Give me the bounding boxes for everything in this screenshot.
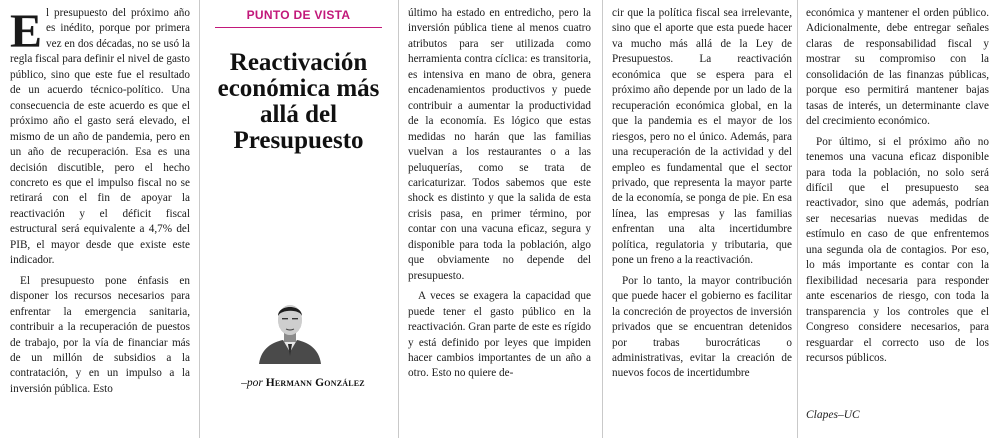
headline: Reactivación económica más allá del Presupuesto [217,49,380,155]
paragraph: Por lo tanto, la mayor contribución que puede hacer el gobierno es facilitar la concreción de proyectos de inversión privados que se encuentran detenidos por trabas burocráticas o administrativas, evitar la creación de nuevos focos de incertidumbre [612,274,792,380]
article-column-4 [612,6,792,382]
paragraph: cir que la política fiscal sea irrelevante, sino que el aporte que esta puede hacer va mucho más allá de la Ley de Presupuestos. La reactivación económica que se espera para el próximo año depende por un lado de la recuperación económica global, en la que la pandemia es el mayor de los riesgos, pero no el único. Además, para una recuperación de la actividad y del empleo es fundamental que el sector privado, que representa la mayor parte de la economía, se ponga de pie. En esa línea, las empresas y las familias enfrentan una alta incertidumbre política, regulatoria y tributaria, que pone un freno a la reactivación. [612,7,792,267]
paragraph-text: l presupuesto del próximo año es inédito, porque por primera vez en dos décadas, no se usó la regla fiscal para definir el nivel de gasto público, sino que este fue el resultado de un acuerdo técnico-político. Una consecuencia de este acuerdo es que el próximo año el gasto será elevado, el mismo de un año de pandemia, pero en un año de recuperación. Esa es una decisión discutible, pero el hecho concreto es que el impulso fiscal no se retirará con el fin de apoyar la reactivación y el déficit fiscal estructural será equivalente a 4,7% del PIB, el mayor desde que existe este indicador. [10,7,190,267]
section-kicker: PUNTO DE VISTA [215,8,382,28]
column-rule [398,0,399,438]
author-portrait [253,298,327,364]
article-column-3 [408,6,591,382]
column-rule [797,0,798,438]
byline-prefix: –por [241,377,263,389]
paragraph: El presupuesto pone énfasis en disponer los recursos necesarios para enfrentar la emergencia sanitaria, contribuir a la recuperación de puestos de trabajo, por la vía de financiar más de un millón de subsidios a la contratación, y en un impulso a la inversión pública. Esto [10,274,190,395]
author-name: Hermann González [265,377,365,389]
dropcap: E [10,5,43,58]
paragraph: A veces se exagera la capacidad que puede tener el gasto público en la reactivación. Gran parte de este es rígido y está definido por leyes que impiden hacer cambios importantes de un año a otro. Esto no quiere de- [408,290,591,380]
headline-column [209,8,388,154]
paragraph: económica y mantener el orden público. Adicionalmente, debe entregar señales claras de responsabilidad fiscal y mostrar su compromiso con la consolidación de las finanzas públicas, porque eso permitirá mantener bajas tasas de interés, un determinante clave del crecimiento económico. [806,7,989,128]
paragraph: último ha estado en entredicho, pero la inversión pública tiene al menos cuatro atributos para ser utilizada como herramienta contra cíclica: es transitoria, es intensiva en mano de obra, genera encadenamientos productivos y puede contribuir a aumentar la productividad de la economía. Es lógico que estas medidas no harán que las familias vuelvan a los restaurantes o a las peluquerías, como se trata de caricaturizar. Todos sabemos que este shock es distinto y que la salida de esta crisis pasa, en primer término, por contar con una vacuna eficaz, segura y disponible para toda la población, algo que obviamente no depende del presupuesto. [408,7,591,282]
column-rule [602,0,603,438]
column-rule [199,0,200,438]
article-column-1 [10,6,190,397]
paragraph [10,6,190,269]
article-column-5 [806,6,989,366]
paragraph: Por último, si el próximo año no tenemos una vacuna eficaz disponible para toda la población, no solo será difícil que el presupuesto sea reactivador, sino que además, podrían ser necesarias nuevas medidas de estímulo en caso de que enfrentemos una segunda ola de contagios. Por eso, lo más importante es contar con la flexibilidad necesaria para responder ante escenarios de riesgo, con toda la transparencia y los controles que el Congreso considere necesarios, para resguardar el correcto uso de los recursos públicos. [806,135,989,364]
signature: Clapes–UC [806,409,860,421]
byline [228,377,378,389]
